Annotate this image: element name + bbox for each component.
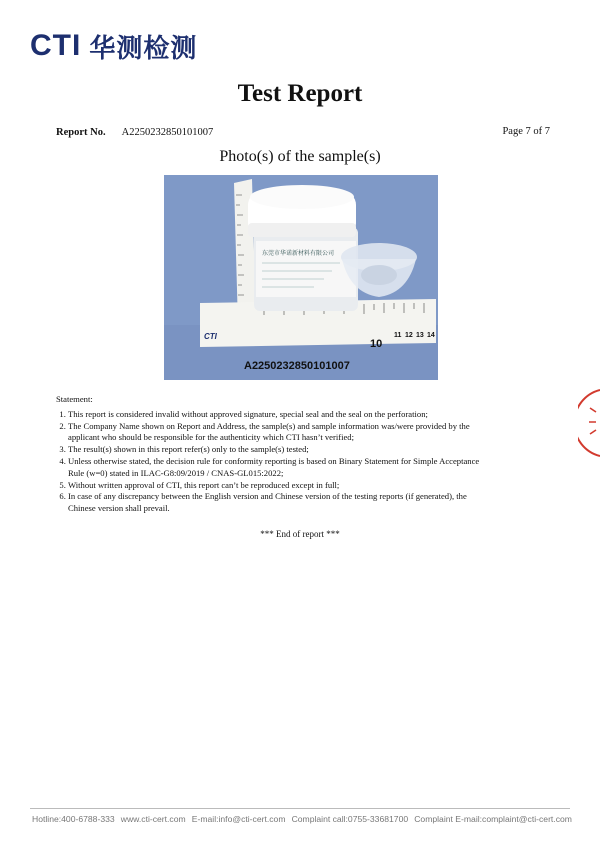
sample-photo [164,175,438,380]
footer-email: E-mail:info@cti-cert.com [191,814,286,824]
footer-website: www.cti-cert.com [120,814,186,824]
sample-photo-illustration [164,175,438,380]
footer [32,814,572,824]
footer-complaint-email: Complaint E-mail:complaint@cti-cert.com [414,814,572,824]
page-title: Test Report [237,80,363,107]
footer-divider [30,808,570,809]
perforation-seal [578,388,600,458]
jar-label-text: 东莞市华诺新材料有限公司 [262,250,335,257]
photo-section-title: Photo(s) of the sample(s) [219,148,381,165]
statement-item: 6. In case of any discrepancy between the English version and Chinese version of the testing reports (if generated), the Chinese version shall prevail. [68,491,496,515]
page-number: Page 7 of 7 [502,126,550,137]
report-number [56,127,213,138]
statement-list [56,409,496,515]
statement-item: 1. This report is considered invalid without approved signature, special seal and the seal on the perforation; [68,409,496,421]
ruler-number: 12 [405,332,413,339]
logo-chinese-text: 华测检测 [89,33,198,64]
ruler-brand-text: CTI [204,332,217,341]
end-of-report: *** End of report *** [260,529,340,539]
ruler-mark-text: 10 [370,338,383,350]
cti-logo [30,28,197,64]
statement-item: 3. The result(s) shown in this report refer(s) only to the sample(s) tested; [68,444,496,456]
footer-hotline: Hotline:400-6788-333 [32,814,115,824]
logo-latin-text: CTI [30,29,82,62]
report-number-value: A2250232850101007 [121,127,214,138]
ruler-number: 11 [394,332,402,339]
ruler-number: 13 [416,332,424,339]
statement-block [56,394,496,515]
footer-complaint-call: Complaint call:0755-33681700 [291,814,409,824]
statement-item: 4. Unless otherwise stated, the decision rule for conformity reporting is based on Binary Statement for Simple Acceptance Rule (w=0) stated in ILAC-G8:09/2019 / CNAS-GL015:2022; [68,456,496,480]
photo-sample-code: A2250232850101007 [244,360,350,372]
statement-heading: Statement: [56,394,93,404]
ruler-number: 14 [427,332,435,339]
report-number-label: Report No. [56,127,106,138]
statement-item: 2. The Company Name shown on Report and Address, the sample(s) and sample information was/were provided by the applicant who should be responsible for the authenticity which CTI hasn’t verified; [68,421,496,445]
statement-item: 5. Without written approval of CTI, this report can’t be reproduced except in full; [68,480,496,492]
